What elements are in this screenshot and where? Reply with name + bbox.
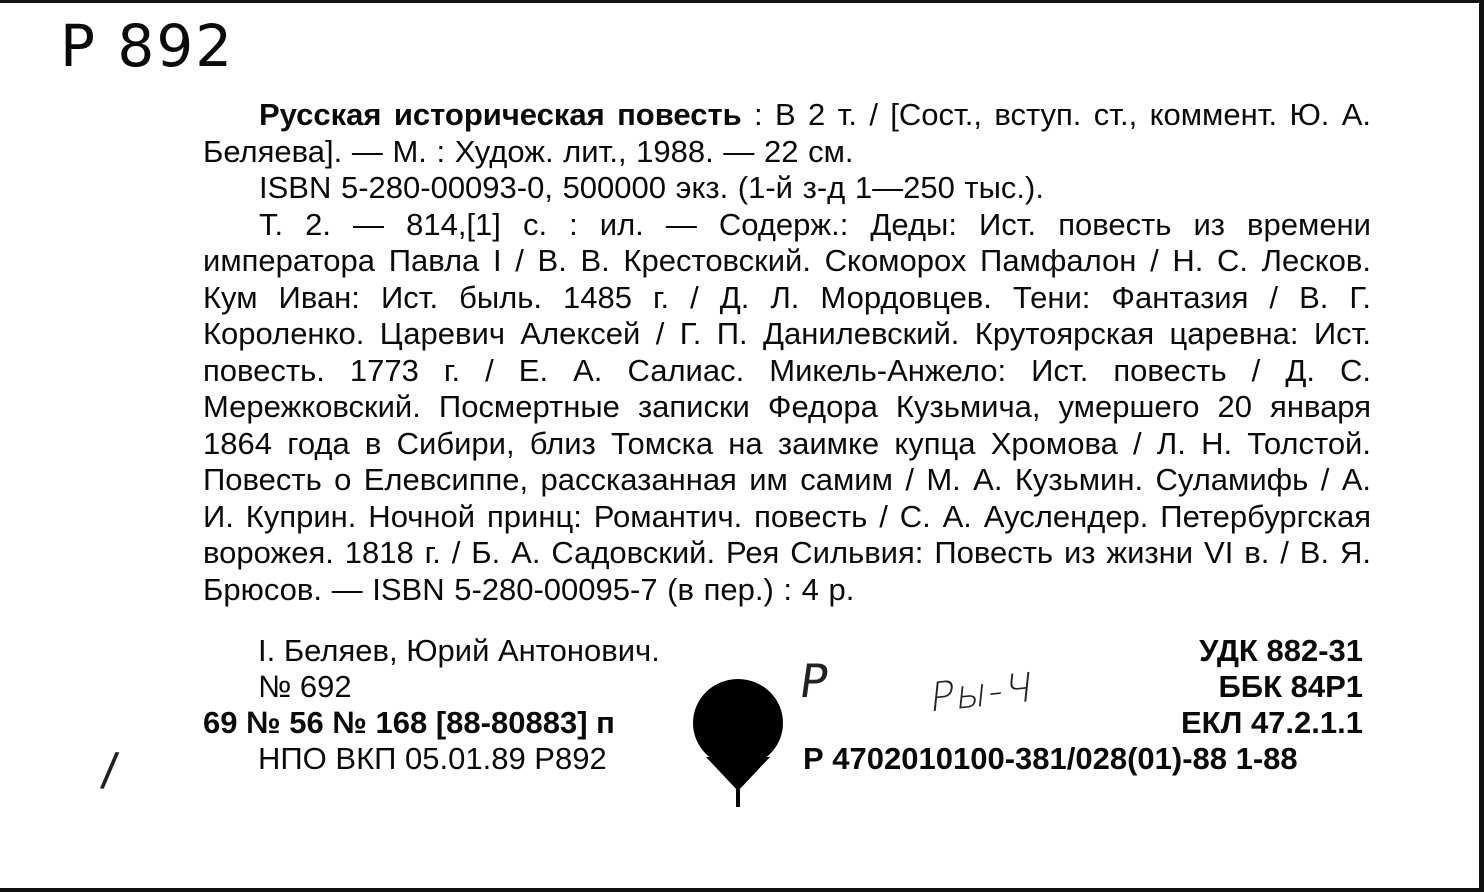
title-paragraph bbox=[203, 97, 1371, 170]
ekl-code: ЕКЛ 47.2.1.1 bbox=[1180, 705, 1363, 740]
accession-number: № 692 bbox=[258, 669, 352, 704]
contents-paragraph: Т. 2. — 814,[1] с. : ил. — Содерж.: Деды: Ист. повесть из времени императора Павла I / В. В. Крестовский. Скоморох Памфалон / Н. С. Лесков. Кум Иван: Ист. быль. 1485 г. / Д. Л. Мордовцев. Тени: Фантазия / В. Г. Короленко. Царевич Алексей / Г. П. Данилевский. Крутоярская царевна: Ист. повесть. 1773 г. / Е. А. Салиас. Микель-Анжело: Ист. повесть / Д. С. Мережковский. Посмертные записки Федора Кузьмича, умершего 20 января 1864 года в Сибири, близ Томска на заимке купца Хромова / Л. Н. Толстой. Повесть о Елевсиппе, рассказанная им самим / М. А. Кузьмин. Суламифь / А. И. Куприн. Ночной принц: Романтич. повесть / С. А. Ауслендер. Петербургская ворожея. 1818 г. / Б. А. Садовский. Рея Сильвия: Повесть из жизни VI в. / В. Я. Брюсов. — ISBN 5-280-00095-7 (в пер.) : 4 р. bbox=[203, 206, 1371, 607]
udk-code: УДК 882-31 bbox=[1199, 633, 1363, 668]
ink-blot-icon bbox=[692, 679, 784, 809]
publication-info: : В 2 т. / [Сост., вступ. ст., коммент. Ю. А. Беляева]. — М. : Худож. лит., 1988. — 22 см. bbox=[203, 97, 1372, 169]
book-title: Русская историческая повесть bbox=[259, 97, 742, 132]
publisher-code: Р 4702010100-381/028(01)-88 1-88 bbox=[803, 741, 1298, 776]
handwritten-margin-mark: / bbox=[99, 741, 121, 797]
order-line: 69 № 56 № 168 [88-80883] п bbox=[203, 705, 615, 740]
npo-line: НПО ВКП 05.01.89 Р892 bbox=[258, 741, 607, 776]
handwritten-note: Ры-Ч bbox=[927, 664, 1037, 722]
shelfmark: Р 892 bbox=[60, 12, 235, 80]
bbk-code: ББК 84Р1 bbox=[1218, 669, 1363, 704]
added-entry: I. Беляев, Юрий Антонович. bbox=[258, 633, 660, 668]
handwritten-p: Р bbox=[796, 654, 832, 708]
bibliographic-description bbox=[203, 97, 1371, 608]
isbn-paragraph: ISBN 5-280-00093-0, 500000 экз. (1-й з-д 1—250 тыс.). bbox=[259, 170, 1044, 205]
